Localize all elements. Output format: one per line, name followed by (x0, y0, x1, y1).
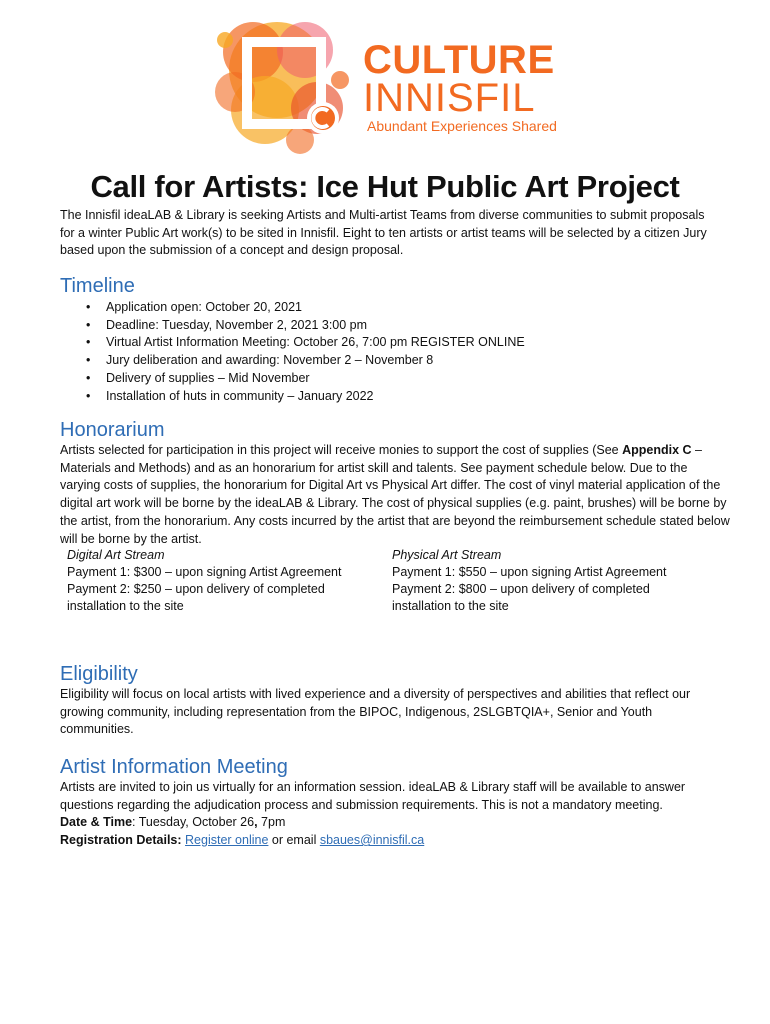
timeline-item: • Deadline: Tuesday, November 2, 2021 3:00 pm (60, 317, 525, 335)
physical-payment-2: Payment 2: $800 – upon delivery of completed installation to the site (392, 582, 650, 613)
eligibility-paragraph: Eligibility will focus on local artists with lived experience and a diversity of perspectives and abilities that reflect our growing community, including representation from the BIPOC, Indigenous, 2SLGBTQIA+, Senior and Youth communities. (60, 687, 691, 737)
eligibility-heading: Eligibility (60, 663, 138, 685)
logo-tagline: Abundant Experiences Shared (367, 118, 557, 134)
digital-art-stream (67, 547, 387, 615)
page-title: Call for Artists: Ice Hut Public Art Project (90, 169, 680, 204)
registration-label: Registration Details (60, 833, 178, 848)
meeting-text: Artists are invited to join us virtually for an information session. ideaLAB & Library staff will be available to answer questions regarding the adjudication process and submission requirements. This is not a mandatory meeting. (60, 780, 686, 812)
honorarium-text-1: Artists selected for participation in this project will receive monies to support the cost of supplies (See (60, 443, 623, 457)
timeline-item: • Virtual Artist Information Meeting: October 26, 7:00 pm REGISTER ONLINE (60, 334, 525, 352)
meeting-paragraph (60, 779, 720, 850)
date-time-hour: 7pm (257, 815, 286, 830)
date-time-value: : Tuesday, October 26 (132, 815, 255, 830)
timeline-item: • Installation of huts in community – January 2022 (60, 388, 525, 406)
logo-innisfil-text: INNISFIL (363, 76, 536, 120)
timeline-list (60, 299, 525, 405)
physical-payment-1: Payment 1: $550 – upon signing Artist Agreement (392, 565, 667, 579)
digital-payment-1: Payment 1: $300 – upon signing Artist Agreement (67, 565, 342, 579)
intro-paragraph: The Innisfil ideaLAB & Library is seeking Artists and Multi-artist Teams from diverse communities to submit proposals for a winter Public Art work(s) to be sited in Innisfil. Eight to ten artists or artist teams will be selected by a citizen Jury based upon the submission of a concept and design proposal. (60, 208, 707, 258)
honorarium-heading: Honorarium (60, 419, 165, 441)
honorarium-text-2: – Materials and Methods) and as an honorarium for artist skill and talents. See payment schedule below. Due to the varying costs of supplies, the honorarium for Digital Art vs Physical Art differ. The cost of vinyl material application of the digital art work will be borne by the ideaLAB & Library. The cost of physical supplies (e.g. paint, brushes) will be borne by the artist, from the honorarium. Any costs incurred by the artist that are beyond the reimbursement schedule stated below will be borne by the artist. (60, 443, 730, 546)
date-time-comma: , (254, 815, 258, 830)
digital-stream-title: Digital Art Stream (67, 548, 165, 562)
logo-frame-graphic (205, 10, 365, 158)
culture-innisfil-logo (205, 10, 565, 158)
date-time-label: Date & Time (60, 815, 133, 830)
logo-culture-text: CULTURE (363, 38, 555, 82)
timeline-item: • Application open: October 20, 2021 (60, 299, 525, 317)
digital-payment-2: Payment 2: $250 – upon delivery of completed installation to the site (67, 582, 325, 613)
registration-colon: : (177, 833, 186, 848)
honorarium-paragraph (60, 442, 730, 548)
physical-stream-title: Physical Art Stream (392, 548, 502, 562)
appendix-c-ref: Appendix C (622, 443, 692, 457)
timeline-item: • Delivery of supplies – Mid November (60, 370, 525, 388)
meeting-heading: Artist Information Meeting (60, 756, 288, 778)
register-online-link[interactable]: Register online (185, 833, 269, 848)
email-link[interactable]: sbaues@innisfil.ca (319, 833, 425, 848)
registration-or-email: or email (268, 833, 320, 848)
physical-art-stream (392, 547, 712, 615)
timeline-item: • Jury deliberation and awarding: November 2 – November 8 (60, 352, 525, 370)
timeline-heading: Timeline (60, 275, 135, 297)
